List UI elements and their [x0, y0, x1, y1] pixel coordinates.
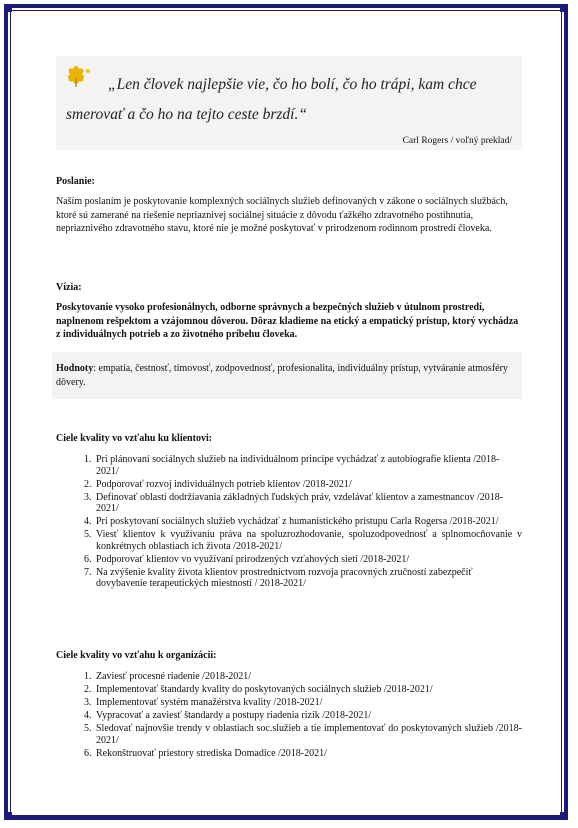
- client-goals-section: [56, 433, 522, 591]
- values-text: : empatia, čestnosť, tímovosť, zodpovednosť, profesionalita, individuálny prístup, vytváranie atmosféry dôvery.: [56, 363, 508, 388]
- border-corner: [4, 4, 12, 12]
- list-item: 2. Implementovať štandardy kvality do poskytovaných sociálnych služieb /2018-2021/: [94, 684, 522, 696]
- list-item: 2. Podporovať rozvoj individuálnych potrieb klientov /2018-2021/: [94, 479, 522, 491]
- vision-section: [56, 282, 522, 342]
- list-item: 4. Vypracovať a zaviesť štandardy a postupy riadenia rizík /2018-2021/: [94, 710, 522, 722]
- leaf-logo-icon: [62, 62, 94, 88]
- quote-line-1: „Len človek najlepšie vie, čo ho bolí, čo ho trápi, kam chce: [108, 76, 477, 93]
- mission-section: [56, 176, 522, 236]
- org-goals-list: [56, 671, 522, 759]
- list-item: 6. Podporovať klientov vo využívaní prirodzených vzťahových sietí /2018-2021/: [94, 554, 522, 566]
- quote-box: [56, 56, 522, 150]
- list-item: 6. Rekonštruovať priestory strediska Domadice /2018-2021/: [94, 748, 522, 760]
- org-goals-section: [56, 650, 522, 761]
- list-item: 3. Definovať oblasti dodržiavania základných ľudských práv, vzdelávať klientov a zamestnancov /2018-2021/: [94, 492, 522, 515]
- org-goals-heading: Ciele kvality vo vzťahu k organizácii:: [56, 650, 217, 661]
- list-item: 3. Implementovať systém manažérstva kvality /2018-2021/: [94, 697, 522, 709]
- values-label: Hodnoty: [56, 363, 94, 374]
- list-item: 4. Pri poskytovaní sociálnych služieb vychádzať z humanistického prístupu Carla Rogersa /2018-2021/: [94, 516, 522, 528]
- mission-heading: Poslanie:: [56, 176, 95, 187]
- list-item: 7. Na zvýšenie kvality života klientov prostredníctvom rozvoja pracovných zručností zabezpečiť dovybavenie terapeutických miestností / 2018-2021/: [94, 567, 522, 590]
- list-item: 5. Viesť klientov k využívaniu práva na spoluzrozhodovanie, spoluzodpovednosť a splnomocňovanie v konkrétnych oblastiach ich života /2018-2021/: [94, 529, 522, 552]
- quote-line-2: smerovať a čo ho na tejto ceste brzdí.“: [66, 106, 307, 123]
- quote-author: Carl Rogers / voľný preklad/: [402, 136, 512, 146]
- vision-heading: Vízia:: [56, 282, 82, 293]
- border-corner: [560, 812, 568, 820]
- values-box: [52, 352, 522, 399]
- client-goals-heading: Ciele kvality vo vzťahu ku klientovi:: [56, 433, 213, 444]
- border-corner: [4, 812, 12, 820]
- values-paragraph: [56, 362, 518, 389]
- vision-text: Poskytovanie vysoko profesionálnych, odborne správnych a bezpečných služieb v útulnom prostredí, naplnenom rešpektom a vzájomnou dôverou. Dôraz kladieme na etický a empatický prístup, ktorý vychádza z individuálnych potrieb a zo životného príbehu človeka.: [56, 302, 519, 340]
- border-corner: [560, 4, 568, 12]
- mission-text: Naším poslaním je poskytovanie komplexných sociálnych služieb definovaných v zákone o sociálnych službách, ktoré sú zamerané na riešenie nepriaznivej sociálnej situácie z dôvodu ťažkého zdravotného postihnutia, nepriaznivého zdravotného stavu, ktoré nie je možné poskytovať v prirodzenom rodinnom prostredí človeka.: [56, 196, 508, 234]
- list-item: 1. Zaviesť procesné riadenie /2018-2021/: [94, 671, 522, 683]
- quote-text: [66, 70, 512, 130]
- list-item: 5. Sledovať najnovšie trendy v oblastiach soc.služieb a tie implementovať do poskytovaných služieb /2018-2021/: [94, 723, 522, 746]
- client-goals-list: [56, 454, 522, 590]
- document-content: [56, 56, 522, 759]
- list-item: 1. Pri plánovaní sociálnych služieb na individuálnom princípe vychádzať z autobiografie klienta /2018-2021/: [94, 454, 522, 477]
